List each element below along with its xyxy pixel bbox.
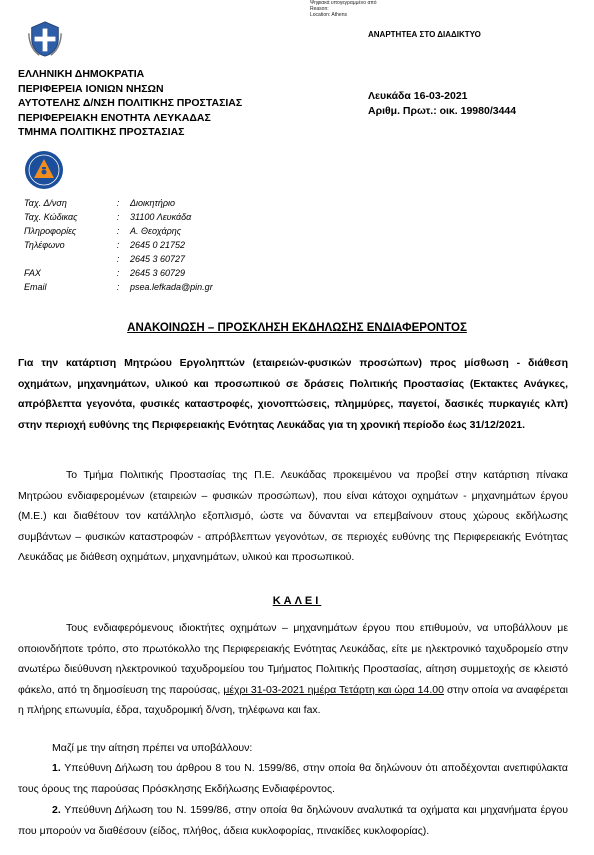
contact-value: Α. Θεοχάρης xyxy=(130,226,182,236)
org-line: ΕΛΛΗΝΙΚΗ ΔΗΜΟΚΡΑΤΙΑ xyxy=(18,68,145,80)
date-protocol-block xyxy=(368,89,516,118)
contact-value: 2645 0 21752 xyxy=(130,240,186,250)
announcement-subject: Για την κατάρτιση Μητρώου Εργοληπτών (εταιρειών-φυσικών προσώπων) προς μίσθωση - διάθεση οχημάτων, μηχανημάτων, υλικού και προσωπικού σε δράσεις Πολιτικής Προστασίας (Εκτακτες Ανάγκες, απρόβλεπτα γεγονότα, φυσικές καταστροφές, χιονοπτώσεις, πλημμύρες, παγετοί, δασικές πυρκαγιές κλπ) στην περιοχή ευθύνης της Περιφερειακής Ενότητας Λευκάδας για τη χρονική περίοδο έως 31/12/2021. xyxy=(18,357,568,431)
call-text-post: στην οποία να αναφέρεται η πλήρης επωνυμία, έδρα, ταχυδρομική δ/νση, τηλέφωνα και fax. xyxy=(18,683,568,717)
civil-protection-logo-icon xyxy=(18,148,68,192)
call-paragraph xyxy=(18,618,568,721)
digital-signature-block xyxy=(310,0,377,18)
contact-colon: : xyxy=(116,240,120,250)
organization-header xyxy=(18,67,242,140)
org-line: ΤΜΗΜΑ ΠΟΛΙΤΙΚΗΣ ΠΡΟΣΤΑΣΙΑΣ xyxy=(18,126,185,138)
contact-colon: : xyxy=(116,268,120,278)
contact-colon: : xyxy=(116,282,120,292)
contact-label: Email xyxy=(24,282,47,292)
requirement-item-2 xyxy=(18,800,568,841)
contact-row xyxy=(24,280,213,294)
contact-value: Διοικητήριο xyxy=(130,198,176,208)
org-line: ΑΥΤΟΤΕΛΗΣ Δ/ΝΣΗ ΠΟΛΙΤΙΚΗΣ ΠΡΟΣΤΑΣΙΑΣ xyxy=(18,97,243,109)
submission-deadline: μέχρι 31-03-2021 ημέρα Τετάρτη και ώρα 14.00 xyxy=(223,683,444,696)
contact-label: Ταχ. Κώδικας xyxy=(24,212,78,222)
org-line: ΠΕΡΙΦΕΡΕΙΑ ΙΟΝΙΩΝ ΝΗΣΩΝ xyxy=(18,82,164,95)
protocol-number: Αριθμ. Πρωτ.: οικ. 19980/3444 xyxy=(368,104,517,117)
announcement-title: ΑΝΑΚΟΙΝΩΣΗ – ΠΡΟΣΚΛΗΣΗ ΕΚΔΗΛΩΣΗΣ ΕΝΔΙΑΦΕΡΟΝΤΟΣ xyxy=(127,322,467,334)
contact-colon: : xyxy=(116,254,120,264)
intro-paragraph: Το Τμήμα Πολιτικής Προστασίας της Π.Ε. Λευκάδας προκειμένου να προβεί στην κατάρτιση πίνακα Μητρώου ενδιαφερομένων (εταιρειών – φυσικών προσώπων), που είναι κάτοχοι οχημάτων - μηχανημάτων έργου (Μ.Ε.) και διαθέτουν τον κατάλληλο εξοπλισμό, ώστε να δύνανται να επεμβαίνουν στους χώρους εκδήλωσης συμβάντων – φυσικών καταστροφών - απρόβλεπτων γεγονότων, σε περιοχές ευθύνης της Περιφερειακής Ενότητας Λευκάδας με διάθεση οχημάτων, μηχανημάτων, υλικού και προσωπικού. xyxy=(18,469,568,564)
contact-label: Ταχ. Δ/νση xyxy=(24,198,67,208)
item-number: 1. xyxy=(52,762,61,774)
contact-value: 2645 3 60727 xyxy=(130,254,186,264)
contact-row xyxy=(24,252,213,266)
requirements-intro: Μαζί με την αίτηση πρέπει να υποβάλλουν: xyxy=(52,742,253,754)
calls-heading: ΚΑΛΕΙ xyxy=(272,595,322,607)
contact-email[interactable]: psea.lefkada@pin.gr xyxy=(130,282,213,292)
contact-row xyxy=(24,196,213,210)
greek-coat-of-arms-icon xyxy=(26,20,64,58)
contact-label: Τηλέφωνο xyxy=(24,240,65,250)
call-text-pre: Τους ενδιαφερόμενους ιδιοκτήτες οχημάτων – μηχανημάτων έργου που επιθυμούν, να υποβάλλουν με οποιονδήποτε τρόπο, στο πρωτόκολλο της Περιφερειακής Ενότητας Λευκάδας, είτε με ηλεκτρονικό ταχυδρομείο στην ανωτέρω διεύθυνση ηλεκτρονικού ταχυδρομείου του Τμήματος Πολιτικής Προστασίας, αίτηση συμμετοχής σε κλειστό φάκελο, από τη δημοσίευση της παρούσας, xyxy=(18,622,568,696)
contact-colon: : xyxy=(116,198,120,208)
contact-label: FAX xyxy=(24,268,41,278)
contact-row xyxy=(24,266,213,280)
contact-value: 2645 3 60729 xyxy=(130,268,186,278)
item-text: Υπεύθυνη Δήλωση του άρθρου 8 του Ν. 1599/86, στην οποία θα δηλώνουν ότι αποδέχονται ανεπιφύλακτα τους όρους της παρούσας Πρόσκλησης Εκδήλωσης Ενδιαφέροντος. xyxy=(18,762,569,795)
requirement-item-1 xyxy=(18,758,568,799)
contact-details xyxy=(24,196,213,294)
contact-colon: : xyxy=(116,212,120,222)
document-date: Λευκάδα 16-03-2021 xyxy=(368,90,468,102)
item-number: 2. xyxy=(52,804,61,816)
contact-label xyxy=(24,252,106,266)
signature-line: Reason: xyxy=(310,6,329,12)
item-text: Υπεύθυνη Δήλωση του Ν. 1599/86, στην οποία θα δηλώνουν αναλυτικά τα οχήματα και μηχανήματα έργου που μπορούν να διαθέσουν (είδος, πλήθος, άδεια κυκλοφορίας, πινακίδες κυκλοφορίας). xyxy=(18,804,568,837)
signature-line: Ψηφιακά υπογεγραμμένο από xyxy=(310,0,377,6)
contact-row xyxy=(24,210,213,224)
posted-online-label: ΑΝΑΡΤΗΤΕΑ ΣΤΟ ΔΙΑΔΙΚΤΥΟ xyxy=(368,30,481,39)
contact-label: Πληροφορίες xyxy=(24,226,77,236)
contact-colon: : xyxy=(116,226,120,236)
contact-value: 31100 Λευκάδα xyxy=(130,212,192,222)
contact-row xyxy=(24,238,213,252)
contact-row xyxy=(24,224,213,238)
org-line: ΠΕΡΙΦΕΡΕΙΑΚΗ ΕΝΟΤΗΤΑ ΛΕΥΚΑΔΑΣ xyxy=(18,111,211,124)
signature-line: Location: Athens xyxy=(310,12,347,18)
